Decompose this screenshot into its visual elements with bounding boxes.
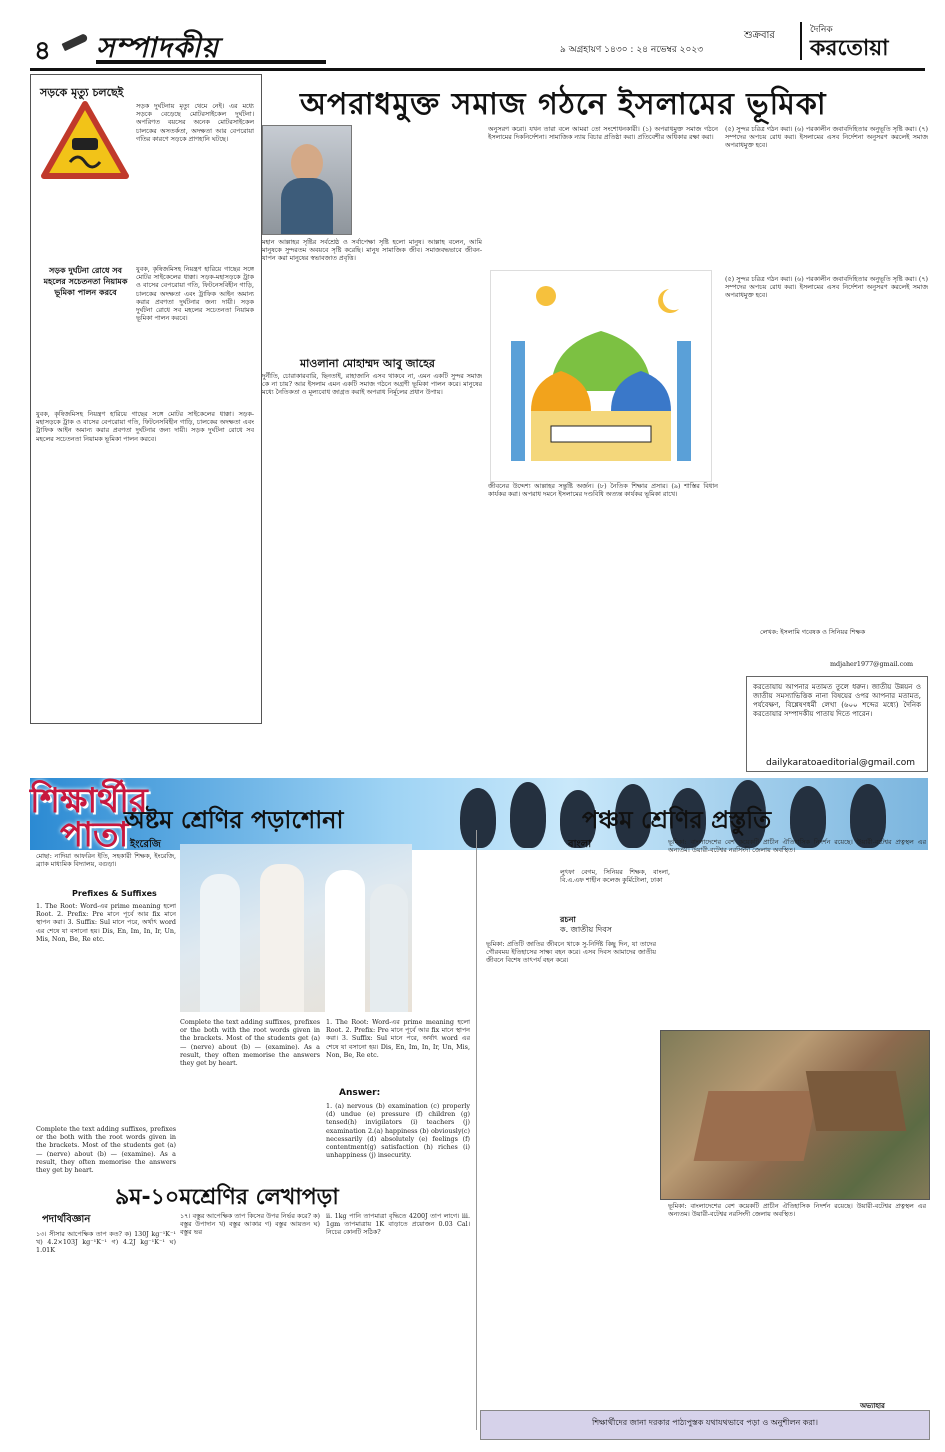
section8-title: অষ্টম শ্রেণির পড়াশোনা	[124, 806, 344, 834]
answer-heading: Answer:	[339, 1088, 381, 1098]
editor-note-text: করতোয়ায় আপনার মতামত তুলে ধরুন। জাতীয় উন্নয়ন ও জাতীয় সমস্যাভিত্তিক নানা বিষয়ের ওপর আপনার মতামত, পর্যবেক্ষণ, বিশ্লেষণধর্মী লেখা (৬০০ শব্দের মধ্যে) দৈনিক করতোয়ার সম্পাদকীয় পাতায় দিতে পারেন।	[753, 683, 921, 718]
article-author: মাওলানা মোহাম্মদ আবু জাহের	[300, 357, 435, 370]
dateline: ৯ অগ্রহায়ণ ১৪৩০ : ২৪ নভেম্বর ২০২৩	[560, 45, 704, 55]
section9-col3: ii. 1kg পানি তাপমাত্রা বৃদ্ধিতে 4200J তাপ লাগে। iii. 1gm তাপমাত্রায় 1K বাড়াতে প্রয়োজন 0.03 Cal। নিচের কোনটি সঠিক?	[326, 1212, 470, 1237]
section5-right-top: ভূমিকা: বাংলাদেশের বেশ কয়েকটি প্রাচীন ঐতিহাসিক নিদর্শন রয়েছে। উয়ারী-বটেশ্বর প্রত্নস্থল এর অন্যতম। উয়ারী-বটেশ্বর নরসিংদী জেলায় অবস্থিত।	[668, 838, 926, 855]
section9-subject: পদার্থবিজ্ঞান	[42, 1214, 91, 1225]
warning-sign-icon	[40, 100, 130, 182]
footer-tag: অভ্যাহার	[860, 1401, 885, 1410]
section5-subject: বাংলা	[568, 839, 592, 850]
editorial-body: যুবক, কৃষিজমিসহ নিয়ন্ত্রণ হারিয়ে গাছের সঙ্গে মোটর সাইকেলের ধাক্কা। সড়ক-মহাসড়কে ট্রাক ও বাসের বেপরোয়া গতি, ফিটনেসবিহীন গাড়ি, চালকের অদক্ষতা এবং ট্রাফিক আইন অমান্য করার প্রবণতা দুর্ঘটনার জন্য দায়ী। সড়ক দুর্ঘটনা রোধে সব মহলের সচেতনতা নিয়ামক ভূমিকা পালন করবে।	[36, 410, 254, 443]
masthead	[0, 0, 945, 66]
mosque-illustration	[490, 270, 712, 482]
section5-body: ভূমিকা: প্রতিটি জাতির জীবনে থাকে সু-নির্দিষ্ট কিছু দিন, যা তাদের গৌরবময় ইতিহাসের সাক্ষ্য বহন করে। এসব দিবস আমাদের জাতীয় জীবনে বিশেষ তাৎপর্য বহন করে।	[486, 940, 656, 965]
page-number: ৪	[34, 36, 51, 66]
author-footer: লেখক: ইসলামি গবেষক ও সিনিয়র শিক্ষক	[760, 628, 866, 636]
footer-box: শিক্ষার্থীদের জানা দরকার পাঠ্যপুস্তক যথাযথভাবে পড়া ও অনুশীলন করা।	[480, 1410, 930, 1440]
section5-teacher: লুৎফা বেগম, সিনিয়র শিক্ষক, বাংলা, বি.এ.এফ শাহীন কলেজ কুর্মিটোলা, ঢাকা	[560, 868, 670, 885]
section5-topic: ক. জাতীয় দিবস	[560, 925, 612, 934]
section8-subject: ইংরেজি	[130, 839, 161, 850]
section9-col1: ১৩। সীসার আপেক্ষিক তাপ কত? ক) 130J kg⁻¹K⁻¹ খ) 4.2×103J kg⁻¹K⁻¹ গ) 4.2J kg⁻¹K⁻¹ ঘ) 1.01K	[36, 1230, 176, 1255]
author-email: mdjaher1977@gmail.com	[830, 660, 914, 668]
section-label: সম্পাদকীয়	[96, 31, 219, 64]
section8-topic: Prefixes & Suffixes	[72, 889, 157, 898]
logo-name: করতোয়া	[810, 36, 889, 61]
article-col5: জীবনের উদ্দেশ্য আল্লাহর সন্তুষ্টি অর্জন। (৮) নৈতিক শিক্ষার প্রসার। (৯) শাস্তির বিধান কার্যকর করা। অপরাধ দমনে ইসলামের দণ্ডবিধি অত্যন্ত কার্যকর ভূমিকা রাখে।	[488, 482, 718, 499]
section8-exercise: Complete the text adding suffixes, prefixes or the both with the root words given in the brackets. Most of the students get (a) — (nerve) about (b) — (examine). As a result, they often memorise the answers they get by heart.	[180, 1018, 320, 1068]
editor-email: dailykaratoaeditorial@gmail.com	[766, 758, 915, 768]
article-col1: মহান আল্লাহর সৃষ্টির সর্বশ্রেষ্ঠ ও সর্বাপেক্ষা সৃষ্টি হলো মানুষ। আল্লাহ বলেন, আমি মানুষকে সুন্দরতম অবয়বে সৃষ্টি করেছি। মানুষ সামাজিক জীব। সমাজবদ্ধভাবে জীবন-যাপন করা মানুষের স্বভাবজাত প্রবৃত্তি।	[262, 238, 482, 263]
header-rule	[30, 68, 925, 71]
article-headline: অপরাধমুক্ত সমাজ গঠনে ইসলামের ভূমিকা	[300, 87, 827, 122]
article-col6: (৫) সুন্দর চরিত্র গঠন করা। (৬) পরকালীন জবাবদিহিতার অনুভূতি সৃষ্টি করা। (৭) সম্পদের অপচয় রোধ করা। ইসলামের এসব নির্দেশনা অনুসরণ করলেই সমাজ অপরাধমুক্ত হবে।	[725, 275, 928, 300]
article-col3: অনুসরণ করো। যখন তারা বলে আমরা তো সংশোধনকারী। (১) অপরাধমুক্ত সমাজ গঠনে ইসলামের দিকনির্দেশনা। সামাজিক ন্যায় বিচার প্রতিষ্ঠা করা। প্রতিবেশীর অধিকার রক্ষা করা।	[488, 125, 718, 142]
author-photo	[262, 125, 352, 235]
article-col2: দুর্নীতি, চোরাকারবারি, ছিনতাই, রাহাজানি এসব থাকবে না, এমন একটি সুন্দর সমাজ কে না চায়? আর ইসলাম এমন একটি সমাজ গঠনে অগ্রণী ভূমিকা পালন করে। মানুষের মধ্যে নৈতিকতা ও মূল্যবোধ জাগ্রত করাই অপরাধ নির্মূলের প্রধান উপায়।	[262, 372, 482, 397]
editorial-intro: সড়ক দুর্ঘটনায় মৃত্যু থেমে নেই। এর মধ্যে সড়কে বেড়েছে মোটরসাইকেল দুর্ঘটনা। অপরিণত বয়সের অনেক মোটরসাইকেল চালকের অসতর্কতা, অদক্ষতা আর বেপরোয়া গতির কারণে সড়কে প্রাণহানি ঘটছে।	[136, 102, 254, 143]
banner-title-line2: পাতা	[60, 815, 129, 855]
newspaper-logo	[800, 22, 935, 60]
section9-title: ৯ম-১০মশ্রেণির লেখাপড়া	[115, 1185, 339, 1210]
section9-col2: ১৭। বস্তুর আপেক্ষিক তাপ কিসের উপর নির্ভর করে? ক) বস্তুর উপাদান খ) বস্তুর আকার গ) বস্তুর আয়তন ঘ) বস্তুর ভর	[180, 1212, 320, 1237]
section5-right-bottom: ভূমিকা: বাংলাদেশের বেশ কয়েকটি প্রাচীন ঐতিহাসিক নিদর্শন রয়েছে। উয়ারী-বটেশ্বর প্রত্নস্থল এর অন্যতম। উয়ারী-বটেশ্বর নরসিংদী জেলায় অবস্থিত।	[668, 1202, 926, 1219]
section8-teacher: মোছা: নাদিয়া আফরিন ইতি, সহকারী শিক্ষক, ইংরেজি, ব্র্যাক মাধ্যমিক বিদ্যালয়, বগুড়া।	[36, 852, 176, 869]
article-col4: (৫) সুন্দর চরিত্র গঠন করা। (৬) পরকালীন জবাবদিহিতার অনুভূতি সৃষ্টি করা। (৭) সম্পদের অপচয় রোধ করা। ইসলামের এসব নির্দেশনা অনুসরণ করলেই সমাজ অপরাধমুক্ত হবে।	[725, 125, 928, 150]
section-title	[96, 26, 326, 64]
column-divider	[476, 830, 477, 1430]
pen-icon	[62, 33, 89, 51]
section8-body: 1. The Root: Word-এর prime meaning হলো Root. 2. Prefix: Pre মানে পূর্বে আর fix মানে স্থাপন করা। 3. Suffix: Sul মানে পরে, অর্থাৎ word এর শেষে যা বসানো হয়। Dis, En, Im, In, Ir, Un, Mis, Non, Be, Re etc.	[36, 902, 176, 943]
archaeology-photo	[660, 1030, 930, 1200]
editorial-text-right: যুবক, কৃষিজমিসহ নিয়ন্ত্রণ হারিয়ে গাছের সঙ্গে মোটর সাইকেলের ধাক্কা। সড়ক-মহাসড়কে ট্রাক ও বাসের বেপরোয়া গতি, ফিটনেসবিহীন গাড়ি, চালকের অদক্ষতা এবং ট্রাফিক আইন অমান্য করার প্রবণতা দুর্ঘটনার জন্য দায়ী। সড়ক দুর্ঘটনা রোধে সব মহলের সচেতনতা নিয়ামক ভূমিকা পালন করবে।	[136, 265, 254, 323]
banner-title-line1: শিক্ষার্থীর	[30, 781, 148, 821]
weekday: শুক্রবার	[744, 30, 775, 41]
section8-exercise-cont: 1. The Root: Word-এর prime meaning হলো Root. 2. Prefix: Pre মানে পূর্বে আর fix মানে স্থাপন করা। 3. Suffix: Sul মানে পরে, অর্থাৎ word এর শেষে যা বসানো হয়। Dis, En, Im, In, Ir, Un, Mis, Non, Be, Re etc.	[326, 1018, 470, 1059]
section5-title: পঞ্চম শ্রেণির প্রস্তুতি	[582, 806, 772, 834]
section8-exercise-lead: Complete the text adding suffixes, prefixes or the both with the root words given in the brackets. Most of the students get (a) — (nerve) about (b) — (examine). As a result, they often memorise the answers they get by heart.	[36, 1125, 176, 1175]
editorial-caption: সড়ক দুর্ঘটনা রোধে সব মহলের সচেতনতা নিয়ামক ভূমিকা পালন করবে	[43, 265, 128, 297]
logo-small: দৈনিক	[810, 25, 833, 35]
section5-rachana: রচনা	[560, 914, 576, 924]
editorial-title: সড়কে মৃত্যু চলছেই	[40, 86, 124, 99]
students-photo	[180, 844, 412, 1012]
section8-answers: 1. (a) nervous (b) examination (c) properly (d) undue (e) pressure (f) children (g) tensed(h) invigilators (i) teachers (j) examination 2.(a) happiness (b) obviously(c) necessarily (d) absolutely (e) feelings (f) contentment(g) satisfaction (h) riches (i) unhappiness (j) insecurity.	[326, 1102, 470, 1160]
